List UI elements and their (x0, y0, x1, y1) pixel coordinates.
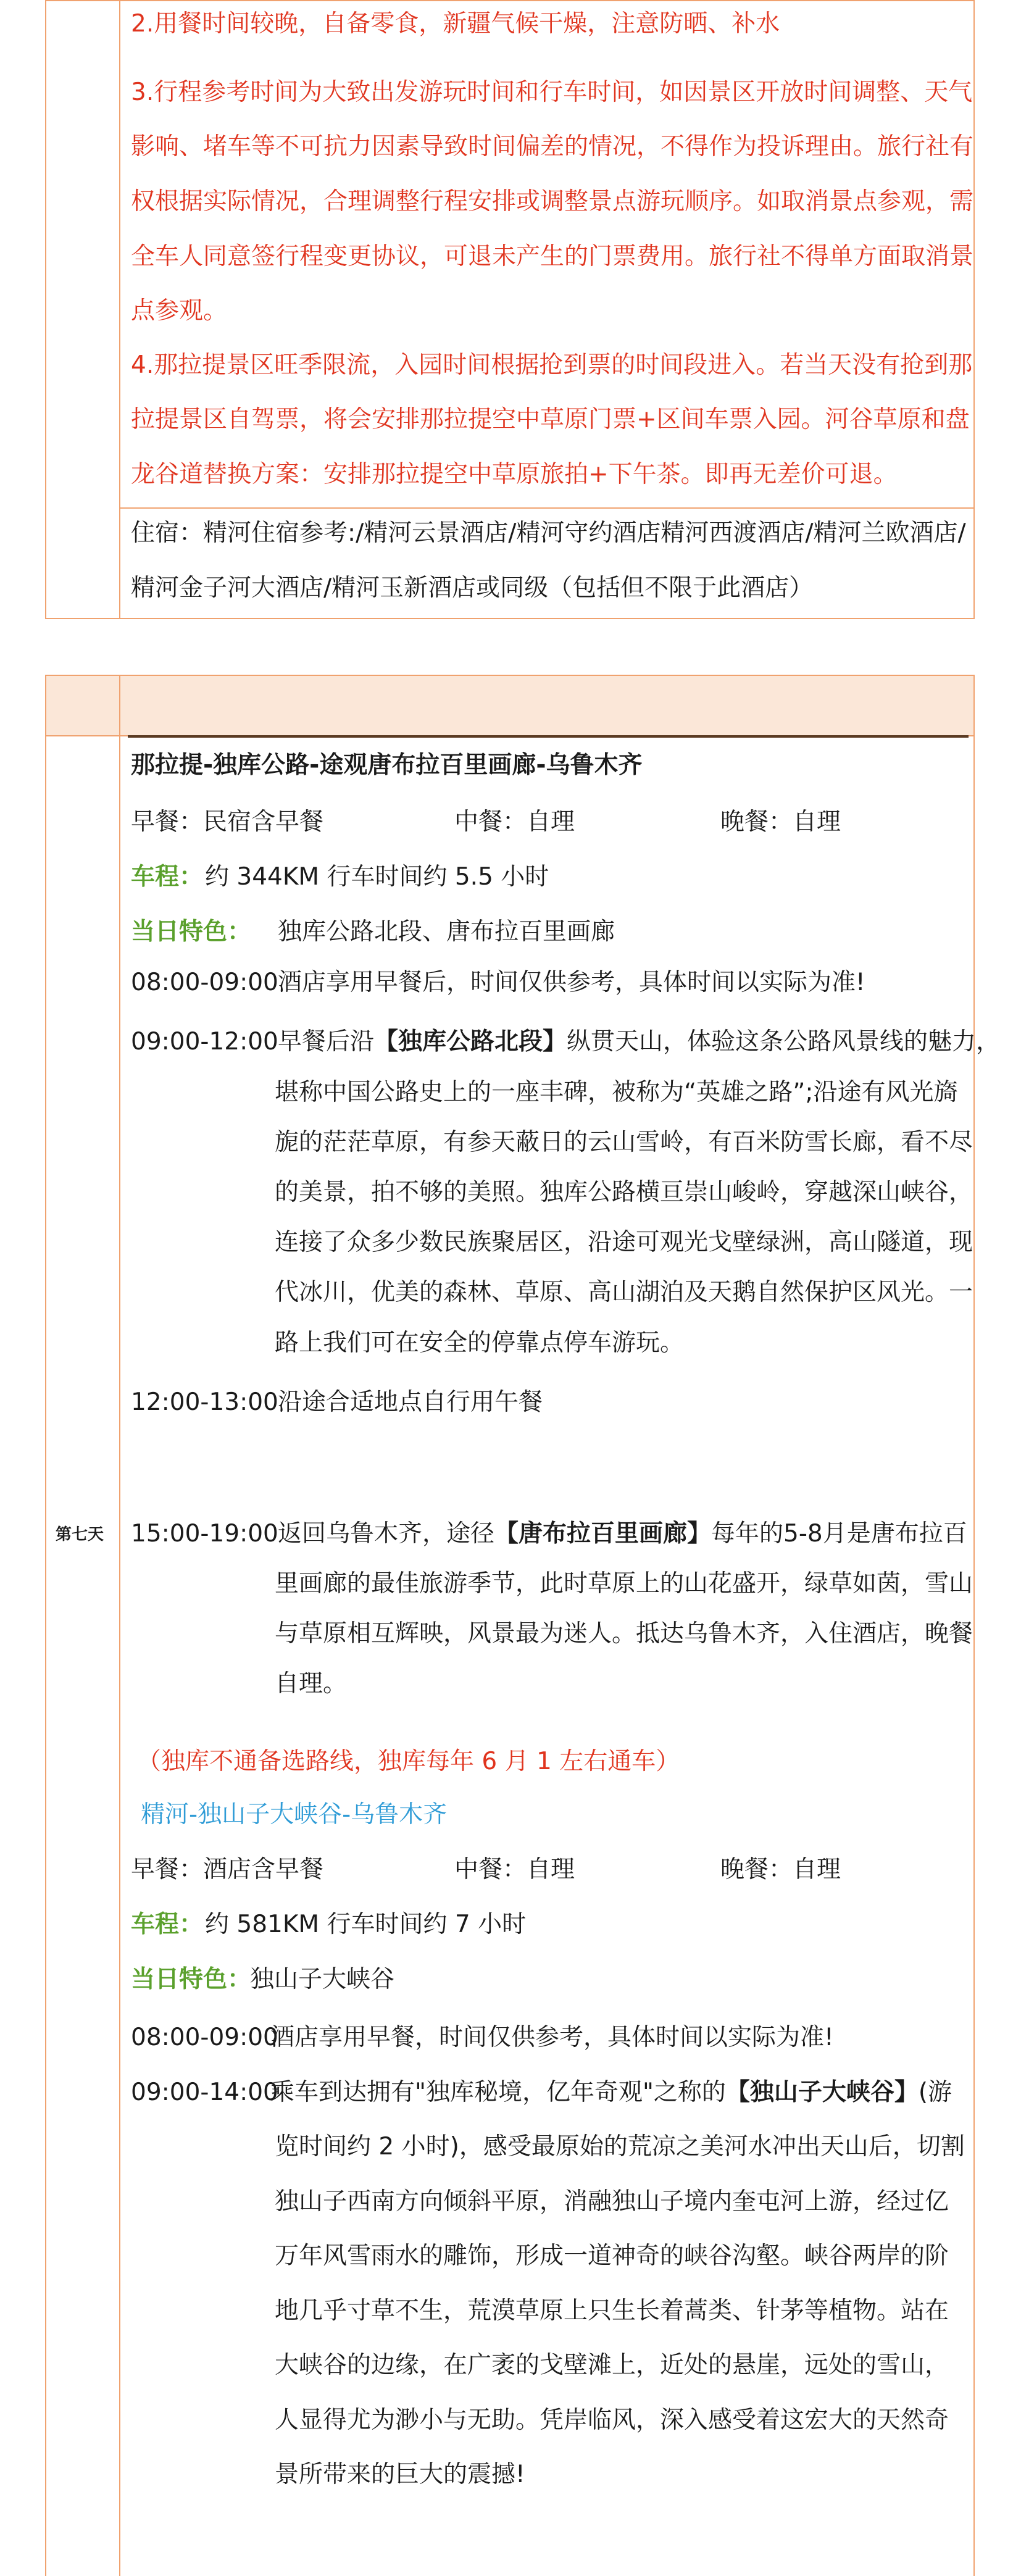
alt-schedule-line: 大峡谷的边缘，在广袤的戈壁滩上，近处的悬崖，远处的雪山， (275, 2351, 949, 2379)
schedule-first-line (278, 1519, 967, 1549)
meal-dinner: 晚餐：自理 (720, 808, 841, 836)
alt-schedule-line: 酒店享用早餐，时间仅供参考，具体时间以实际为准! (270, 2024, 834, 2051)
schedule-line: 旎的茫茫草原，有参天蔽日的云山雪岭，有百米防雪长廊，看不尽 (275, 1128, 973, 1156)
schedule-line: 连接了众多少数民族聚居区，沿途可观光戈壁绿洲，高山隧道，现 (275, 1228, 973, 1256)
alt-drive-label: 车程： (131, 1911, 204, 1938)
day7-header-left-cell (46, 676, 119, 735)
alt-meal-lunch: 中餐：自理 (454, 1856, 575, 1883)
schedule-line: 与草原相互辉映，风景最为迷人。抵达乌鲁木齐，入住酒店，晚餐 (275, 1620, 973, 1648)
note-line: 拉提景区自驾票，将会安排那拉提空中草原门票+区间车票入园。河谷草原和盘 (131, 406, 970, 433)
schedule-time: 09:00-12:00 (131, 1028, 278, 1056)
schedule-line: 里画廊的最佳旅游季节，此时草原上的山花盛开，绿草如茵，雪山 (275, 1570, 973, 1598)
alt-meal-breakfast: 早餐：酒店含早餐 (131, 1856, 324, 1883)
alt-feature-value: 独山子大峡谷 (250, 1965, 395, 1993)
alt-drive-value: 约 581KM 行车时间约 7 小时 (205, 1911, 527, 1938)
scenic-spot-name: 【唐布拉百里画廊】 (494, 1520, 712, 1548)
alt-route-title: 精河-独山子大峡谷-乌鲁木齐 (141, 1801, 448, 1828)
note-line: 龙谷道替换方案：安排那拉提空中草原旅拍+下午茶。即再无差价可退。 (131, 461, 898, 488)
schedule-text: 早餐后沿 (278, 1028, 375, 1056)
scenic-spot-name: 【独库公路北段】 (374, 1028, 567, 1056)
alt-schedule-line: 独山子西南方向倾斜平原，消融独山子境内奎屯河上游，经过亿 (275, 2188, 949, 2215)
alt-route-note: （独库不通备选路线，独库每年 6 月 1 左右通车） (137, 1748, 680, 1775)
drive-label: 车程： (131, 863, 204, 891)
notes-table-divider (119, 0, 120, 619)
schedule-line: 自理。 (275, 1670, 348, 1698)
alt-schedule-first-line (270, 2077, 952, 2108)
alt-schedule-time: 09:00-14:00 (131, 2078, 278, 2106)
alt-schedule-line: 览时间约 2 小时)，感受最原始的荒凉之美河水冲出天山后，切割 (275, 2133, 965, 2161)
meal-lunch: 中餐：自理 (454, 808, 575, 836)
schedule-text: (游 (918, 2078, 952, 2106)
schedule-text: 乘车到达拥有"独库秘境，亿年奇观"之称的 (270, 2078, 726, 2106)
alt-schedule-line: 景所带来的巨大的震撼! (275, 2461, 525, 2488)
alt-feature-label: 当日特色： (131, 1965, 252, 1993)
alt-schedule-line: 万年风雪雨水的雕饰，形成一道神奇的峡谷沟壑。峡谷两岸的阶 (275, 2242, 949, 2270)
note-line: 3.行程参考时间为大致出发游玩时间和行车时间，如因景区开放时间调整、天气 (131, 78, 973, 106)
feature-label: 当日特色： (131, 918, 252, 946)
note-line: 影响、堵车等不可抗力因素导致时间偏差的情况，不得作为投诉理由。旅行社有 (131, 133, 974, 160)
schedule-line: 路上我们可在安全的停靠点停车游玩。 (275, 1329, 685, 1357)
day-label: 第七天 (56, 1525, 104, 1544)
schedule-text: 纵贯天山，体验这条公路风景线的魅力， (567, 1028, 1001, 1056)
alt-schedule-time: 08:00-09:00 (131, 2024, 278, 2051)
schedule-time: 08:00-09:00 (131, 969, 278, 996)
note-line: 全车人同意签行程变更协议，可退未产生的门票费用。旅行社不得单方面取消景 (131, 243, 974, 270)
day7-table-divider (119, 675, 120, 2576)
note-line: 4.那拉提景区旺季限流，入园时间根据抢到票的时间段进入。若当天没有抢到那 (131, 351, 973, 379)
note-line: 2.用餐时间较晚，自备零食，新疆气候干燥，注意防晒、补水 (131, 10, 780, 38)
stay-line: 精河金子河大酒店/精河玉新酒店或同级（包括但不限于此酒店） (131, 574, 814, 602)
note-line: 权根据实际情况，合理调整行程安排或调整景点游玩顺序。如取消景点参观，需 (131, 188, 974, 215)
schedule-line: 的美景，拍不够的美照。独库公路横亘崇山峻岭，穿越深山峡谷， (275, 1178, 973, 1206)
feature-value: 独库公路北段、唐布拉百里画廊 (278, 918, 615, 946)
schedule-text: 每年的5-8月是唐布拉百 (711, 1520, 967, 1548)
drive-value: 约 344KM 行车时间约 5.5 小时 (205, 863, 549, 891)
scenic-spot-name: 【独山子大峡谷】 (725, 2078, 919, 2106)
schedule-line: 堪称中国公路史上的一座丰碑，被称为“英雄之路”;沿途有风光旖 (275, 1078, 958, 1106)
schedule-line: 酒店享用早餐后，时间仅供参考，具体时间以实际为准! (278, 969, 865, 996)
route-underline (128, 735, 969, 738)
schedule-first-line (278, 1027, 1000, 1057)
stay-line: 住宿：精河住宿参考:/精河云景酒店/精河守约酒店精河西渡酒店/精河兰欧酒店/ (131, 519, 966, 547)
route-title: 那拉提-独库公路-途观唐布拉百里画廊-乌鲁木齐 (131, 751, 643, 779)
note-line: 点参观。 (131, 297, 228, 325)
alt-meal-dinner: 晚餐：自理 (720, 1856, 841, 1883)
schedule-time: 15:00-19:00 (131, 1520, 278, 1548)
day7-header-right-cell (120, 676, 973, 735)
meal-breakfast: 早餐：民宿含早餐 (131, 808, 324, 836)
alt-schedule-line: 地几乎寸草不生，荒漠草原上只生长着蒿类、针茅等植物。站在 (275, 2297, 949, 2325)
schedule-text: 返回乌鲁木齐，途径 (278, 1520, 495, 1548)
schedule-line: 代冰川，优美的森林、草原、高山湖泊及天鹅自然保护区风光。一 (275, 1278, 973, 1306)
alt-schedule-line: 人显得尤为渺小与无助。凭岸临风，深入感受着这宏大的天然奇 (275, 2406, 949, 2434)
notes-stay-divider (119, 507, 975, 509)
schedule-line: 沿途合适地点自行用午餐 (278, 1388, 543, 1416)
schedule-time: 12:00-13:00 (131, 1388, 278, 1416)
